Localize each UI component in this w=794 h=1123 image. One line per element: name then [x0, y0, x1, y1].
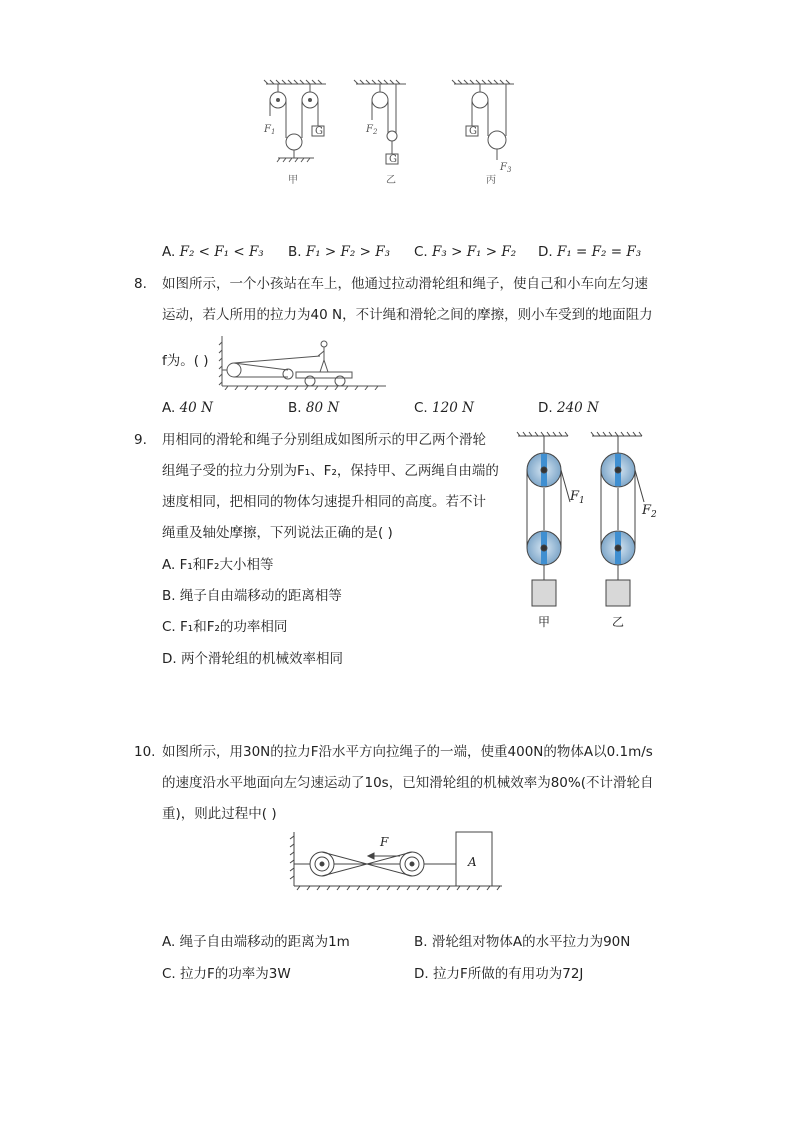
q7-g-label-jia: G [315, 126, 323, 137]
q10-option-d[interactable]: D. 拉力F所做的有用功为72J [414, 966, 584, 982]
q10-option-a[interactable]: A. 绳子自由端移动的距离为1m [162, 934, 350, 950]
q9-label-yi: 乙 [612, 615, 625, 629]
q9-text-line4: 绳重及轴处摩擦，下列说法正确的是( ) [162, 525, 393, 541]
q10-text-line2: 的速度沿水平地面向左匀速运动了10s，已知滑轮组的机械效率为80%(不计滑轮自 [162, 775, 654, 791]
q7-label-jia: 甲 [288, 175, 298, 186]
q7-f1-label: $F_1$ [264, 124, 276, 136]
q8-text-line2: 运动，若人所用的拉力为40 N，不计绳和滑轮之间的摩擦，则小车受到的地面阻力 [162, 307, 653, 323]
q7-g-label-yi: G [389, 154, 397, 165]
q9-number: 9. [134, 432, 147, 448]
q9-option-b[interactable]: B. 绳子自由端移动的距离相等 [162, 588, 342, 604]
q10-option-c[interactable]: C. 拉力F的功率为3W [162, 966, 291, 982]
q7-option-b[interactable]: B. F₁ > F₂ > F₃ [288, 244, 390, 260]
q7-f3-label: $F_3$ [500, 162, 512, 174]
q10-a-label: A [468, 855, 477, 869]
q8-option-a[interactable]: A. 40 N [162, 400, 213, 416]
q8-cart-figure [218, 334, 388, 390]
q7-f2-label: $F_2$ [366, 124, 378, 136]
q9-f1-label: $F_1$ [570, 489, 585, 506]
q10-option-b[interactable]: B. 滑轮组对物体A的水平拉力为90N [414, 934, 631, 950]
q7-g-label-bing: G [469, 126, 477, 137]
q7-pulley-figure [258, 78, 528, 188]
q8-option-b[interactable]: B. 80 N [288, 400, 340, 416]
q9-option-d[interactable]: D. 两个滑轮组的机械效率相同 [162, 651, 343, 667]
q8-option-d[interactable]: D. 240 N [538, 400, 599, 416]
q8-option-c[interactable]: C. 120 N [414, 400, 474, 416]
q9-text-line1: 用相同的滑轮和绳子分别组成如图所示的甲乙两个滑轮 [162, 432, 486, 448]
q10-text-line1: 如图所示，用30N的拉力F沿水平方向拉绳子的一端，使重400N的物体A以0.1m/s [162, 744, 653, 760]
q9-pulley-figure [510, 430, 670, 630]
q10-text-line3: 重)，则此过程中( ) [162, 806, 277, 822]
q7-label-yi: 乙 [386, 175, 396, 186]
q10-pulley-figure [288, 828, 508, 892]
q8-number: 8. [134, 276, 147, 292]
q7-option-a[interactable]: A. F₂ < F₁ < F₃ [162, 244, 264, 260]
q9-option-c[interactable]: C. F₁和F₂的功率相同 [162, 619, 288, 635]
q8-text-line3: f为。( ) [162, 353, 209, 369]
q8-text-line1: 如图所示，一个小孩站在车上，他通过拉动滑轮组和绳子，使自己和小车向左匀速 [162, 276, 648, 292]
q7-label-bing: 丙 [486, 175, 496, 186]
q9-label-jia: 甲 [538, 615, 551, 629]
q7-option-d[interactable]: D. F₁ = F₂ = F₃ [538, 244, 642, 260]
q9-f2-label: $F_2$ [642, 503, 657, 520]
q9-option-a[interactable]: A. F₁和F₂大小相等 [162, 557, 274, 573]
q10-number: 10. [134, 744, 156, 760]
q9-text-line2: 组绳子受的拉力分别为F₁、F₂，保持甲、乙两绳自由端的 [162, 463, 499, 479]
q7-option-c[interactable]: C. F₃ > F₁ > F₂ [414, 244, 517, 260]
q10-f-label: F [380, 835, 389, 849]
q9-text-line3: 速度相同，把相同的物体匀速提升相同的高度。若不计 [162, 494, 486, 510]
